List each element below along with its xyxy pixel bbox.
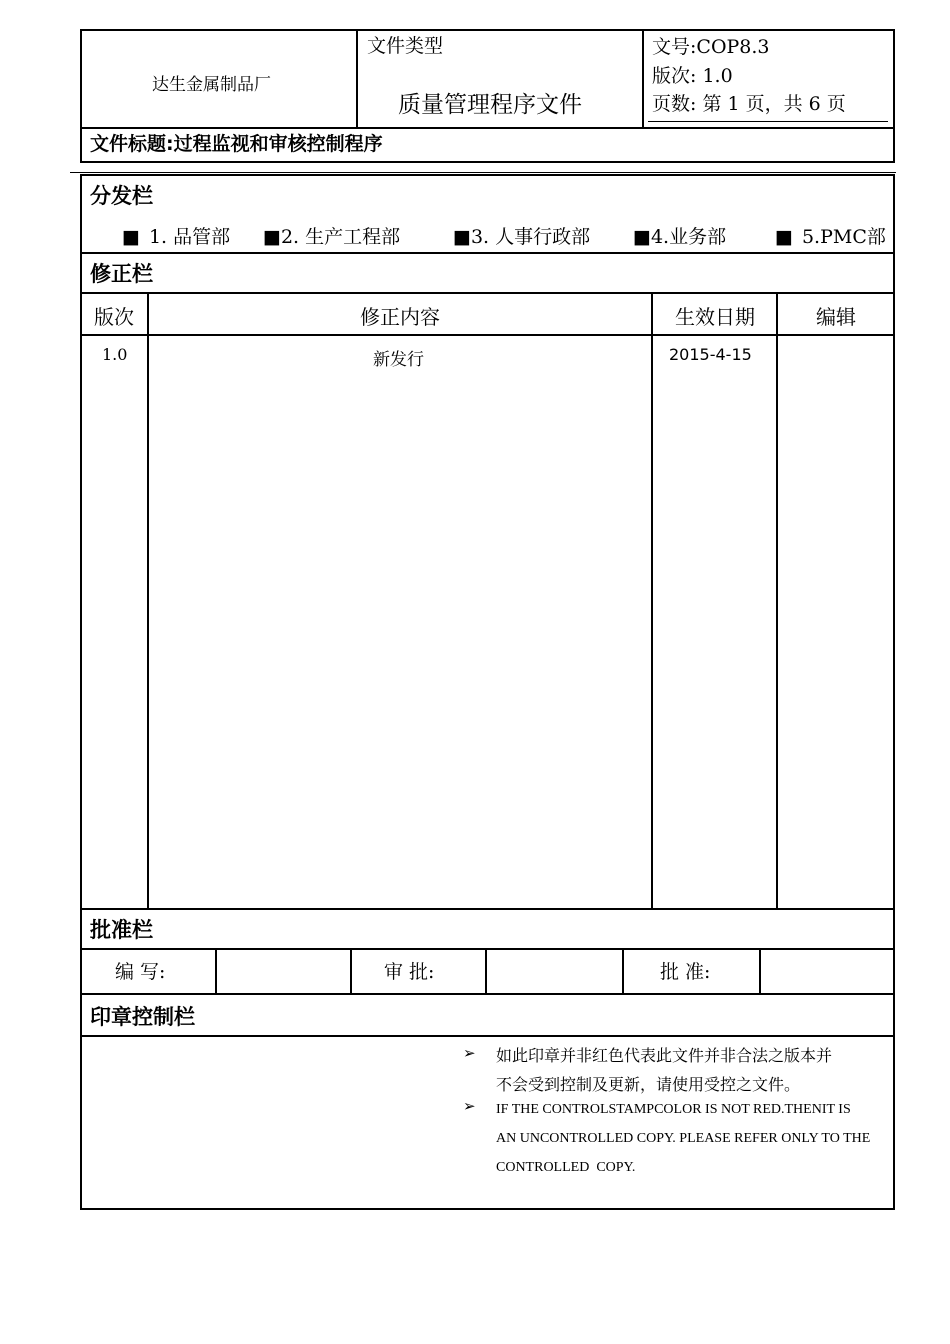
stamp-note-en-3: CONTROLLED COPY. — [496, 1160, 636, 1175]
col-header-date: 生效日期 — [675, 305, 755, 329]
doc-title: 文件标题:过程监视和审核控制程序 — [90, 133, 383, 155]
distribution-item — [453, 222, 590, 249]
distribution-heading: 分发栏 — [90, 184, 153, 208]
approval-heading: 批准栏 — [90, 918, 153, 942]
stamp-note-cn-1: 如此印章并非红色代表此文件并非合法之版本并 — [496, 1046, 833, 1065]
distribution-item — [775, 222, 886, 249]
stamp-heading: 印章控制栏 — [90, 1005, 195, 1029]
doc-number: 文号:COP8.3 — [652, 36, 770, 58]
stamp-note-en-1: IF THE CONTROLSTAMPCOLOR IS NOT RED.THENIT IS — [496, 1102, 851, 1117]
checkbox-mark-icon: ■ — [633, 226, 651, 248]
distribution-item-label: 2. 生产工程部 — [280, 226, 401, 248]
approve-label: 批 准: — [660, 961, 711, 983]
row-date: 2015-4-15 — [669, 345, 752, 364]
stamp-note-cn-2: 不会受到控制及更新，请使用受控之文件。 — [496, 1075, 801, 1094]
doc-pages: 页数: 第 1 页，共 6 页 — [652, 93, 846, 115]
distribution-item-label: 1. 品管部 — [148, 226, 231, 248]
col-header-editor: 编辑 — [816, 305, 856, 329]
distribution-item — [263, 222, 400, 249]
checkbox-mark-icon: ■ — [122, 226, 140, 248]
col-header-version: 版次 — [94, 305, 134, 329]
checkbox-mark-icon: ■ — [775, 226, 793, 248]
row-version: 1.0 — [102, 345, 128, 364]
stamp-note-en-2: AN UNCONTROLLED COPY. PLEASE REFER ONLY TO THE — [496, 1131, 871, 1146]
distribution-item — [122, 222, 230, 249]
row-content: 新发行 — [373, 350, 424, 370]
write-value[interactable] — [225, 957, 343, 983]
approve-value[interactable] — [768, 957, 886, 983]
company-name: 达生金属制品厂 — [152, 75, 271, 95]
doc-version: 版次: 1.0 — [652, 65, 733, 87]
arrow-bullet-icon: ➢ — [463, 1097, 476, 1115]
distribution-item-label: 3. 人事行政部 — [470, 226, 591, 248]
distribution-item — [633, 222, 726, 249]
checkbox-mark-icon: ■ — [263, 226, 281, 248]
doc-type: 质量管理程序文件 — [398, 92, 582, 118]
arrow-bullet-icon: ➢ — [463, 1044, 476, 1062]
distribution-item-label: 5.PMC部 — [801, 226, 886, 248]
distribution-item-label: 4.业务部 — [650, 226, 727, 248]
review-value[interactable] — [494, 957, 614, 983]
col-header-content: 修正内容 — [360, 305, 440, 329]
review-label: 审 批: — [384, 961, 435, 983]
checkbox-mark-icon: ■ — [453, 226, 471, 248]
revision-heading: 修正栏 — [90, 262, 153, 286]
write-label: 编 写: — [115, 961, 166, 983]
doc-type-label: 文件类型 — [367, 35, 444, 57]
